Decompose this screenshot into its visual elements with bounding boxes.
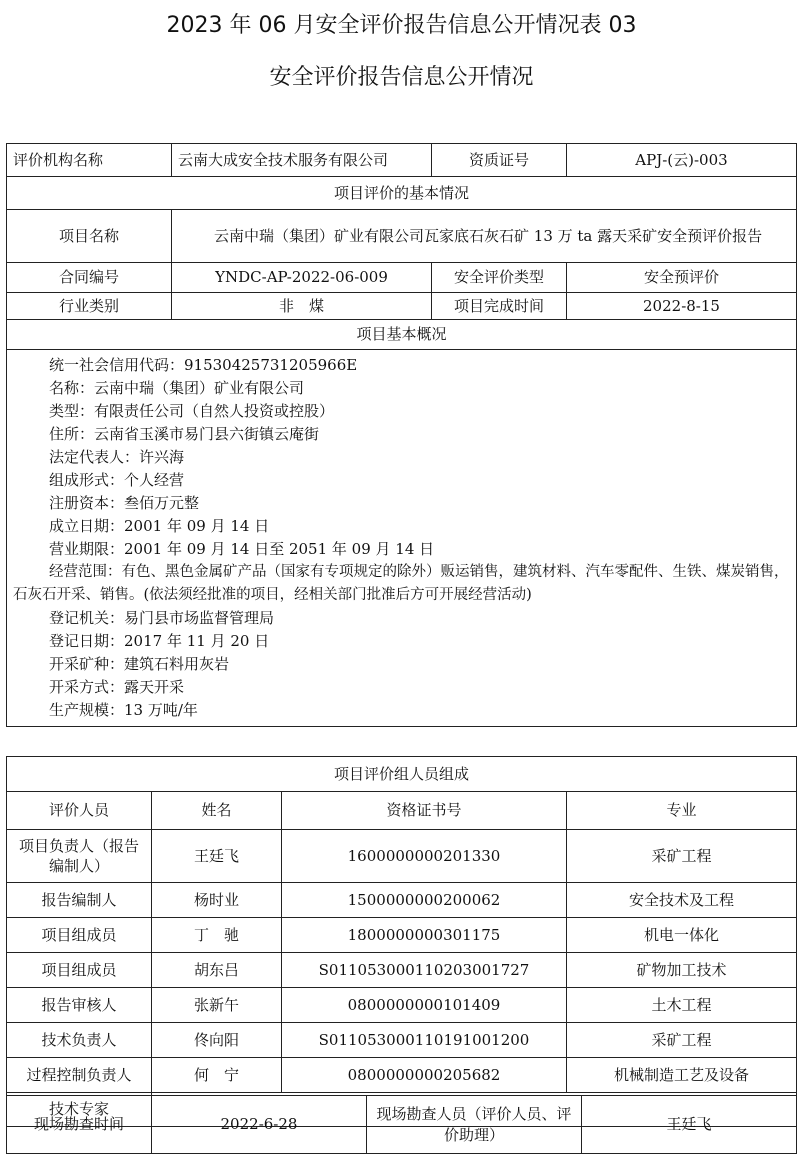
team-header-name: 姓名: [152, 792, 282, 830]
team-major: 机械制造工艺及设备: [567, 1058, 797, 1093]
company-overview: [7, 350, 797, 727]
team-table: [6, 756, 797, 1127]
table-row: [7, 883, 797, 918]
industry-value: 非 煤: [172, 293, 432, 320]
team-name: 胡东吕: [152, 953, 282, 988]
survey-staff-value: 王廷飞: [582, 1096, 797, 1154]
overview-scale: 生产规模：13 万吨/年: [49, 701, 198, 719]
table-row: [7, 918, 797, 953]
team-role: 报告审核人: [7, 988, 152, 1023]
team-name: 王廷飞: [152, 830, 282, 883]
overview-section-heading: 项目基本概况: [7, 320, 797, 350]
overview-authority: 登记机关：易门县市场监督管理局: [49, 609, 275, 627]
overview-form: 组成形式：个人经营: [49, 471, 185, 489]
team-role: 项目组成员: [7, 953, 152, 988]
team-major: 矿物加工技术: [567, 953, 797, 988]
overview-scope: 经营范围：有色、黑色金属矿产品（国家有专项规定的除外）贩运销售，建筑材料、汽车零配件、生铁、煤炭销售，石灰石开采、销售。(依法须经批准的项目，经相关部门批准后方可开展经营活动): [13, 564, 789, 603]
survey-time-label: 现场勘查时间: [7, 1096, 152, 1154]
org-name-value: 云南大成安全技术服务有限公司: [172, 144, 432, 177]
team-role: 项目负责人（报告编制人）: [7, 830, 152, 883]
overview-legal-rep: 法定代表人：许兴海: [49, 448, 185, 466]
project-name-value: 云南中瑞（集团）矿业有限公司瓦家底石灰石矿 13 万 ta 露天采矿安全预评价报告: [172, 210, 797, 263]
industry-label: 行业类别: [7, 293, 172, 320]
overview-address: 住所：云南省玉溪市易门县六街镇云庵街: [49, 425, 320, 443]
team-name: 丁 驰: [152, 918, 282, 953]
overview-mineral: 开采矿种：建筑石料用灰岩: [49, 655, 230, 673]
survey-time-value: 2022-6-28: [152, 1096, 367, 1154]
team-role: 报告编制人: [7, 883, 152, 918]
overview-term: 营业期限：2001 年 09 月 14 日至 2051 年 09 月 14 日: [49, 540, 435, 558]
team-cert: 0800000000101409: [282, 988, 567, 1023]
contract-no-value: YNDC-AP-2022-06-009: [172, 263, 432, 293]
basic-section-heading: 项目评价的基本情况: [7, 177, 797, 210]
contract-no-label: 合同编号: [7, 263, 172, 293]
team-cert: S011053000110191001200: [282, 1023, 567, 1058]
survey-table: [6, 1095, 797, 1154]
team-major: 安全技术及工程: [567, 883, 797, 918]
cert-no-label: 资质证号: [432, 144, 567, 177]
team-name: 杨时业: [152, 883, 282, 918]
team-role: 项目组成员: [7, 918, 152, 953]
overview-reg-date: 登记日期：2017 年 11 月 20 日: [49, 632, 270, 650]
table-row: [7, 988, 797, 1023]
basic-info-table: [6, 143, 797, 727]
team-major: 采矿工程: [567, 830, 797, 883]
team-section-heading: 项目评价组人员组成: [7, 757, 797, 792]
team-name: 佟向阳: [152, 1023, 282, 1058]
team-header-role: 评价人员: [7, 792, 152, 830]
team-cert: 1500000000200062: [282, 883, 567, 918]
overview-credit-code: 统一社会信用代码：91530425731205966E: [49, 356, 358, 374]
team-major: 土木工程: [567, 988, 797, 1023]
tech-expert-label: 技术专家: [7, 1093, 152, 1127]
table-row: [7, 830, 797, 883]
eval-type-label: 安全评价类型: [432, 263, 567, 293]
table-row: [7, 1058, 797, 1093]
overview-capital: 注册资本：叁佰万元整: [49, 494, 200, 512]
team-cert: 0800000000205682: [282, 1058, 567, 1093]
finish-time-value: 2022-8-15: [567, 293, 797, 320]
team-cert: S011053000110203001727: [282, 953, 567, 988]
overview-type: 类型：有限责任公司（自然人投资或控股）: [49, 402, 335, 420]
team-role: 技术负责人: [7, 1023, 152, 1058]
finish-time-label: 项目完成时间: [432, 293, 567, 320]
team-name: 张新午: [152, 988, 282, 1023]
team-header-cert: 资格证书号: [282, 792, 567, 830]
eval-type-value: 安全预评价: [567, 263, 797, 293]
team-major: 采矿工程: [567, 1023, 797, 1058]
project-name-label: 项目名称: [7, 210, 172, 263]
team-header-major: 专业: [567, 792, 797, 830]
team-cert: 1600000000201330: [282, 830, 567, 883]
table-row: [7, 953, 797, 988]
team-name: 何 宁: [152, 1058, 282, 1093]
overview-name: 名称：云南中瑞（集团）矿业有限公司: [49, 379, 305, 397]
cert-no-value: APJ-(云)-003: [567, 144, 797, 177]
overview-method: 开采方式：露天开采: [49, 678, 185, 696]
report-title: 2023 年 06 月安全评价报告信息公开情况表 03: [166, 13, 637, 38]
team-cert: 1800000000301175: [282, 918, 567, 953]
team-role: 过程控制负责人: [7, 1058, 152, 1093]
org-name-label: 评价机构名称: [7, 144, 172, 177]
team-major: 机电一体化: [567, 918, 797, 953]
survey-staff-label: 现场勘查人员（评价人员、评价助理）: [367, 1096, 582, 1154]
report-subtitle: 安全评价报告信息公开情况: [269, 65, 534, 90]
overview-established: 成立日期：2001 年 09 月 14 日: [49, 517, 270, 535]
table-row: [7, 1023, 797, 1058]
